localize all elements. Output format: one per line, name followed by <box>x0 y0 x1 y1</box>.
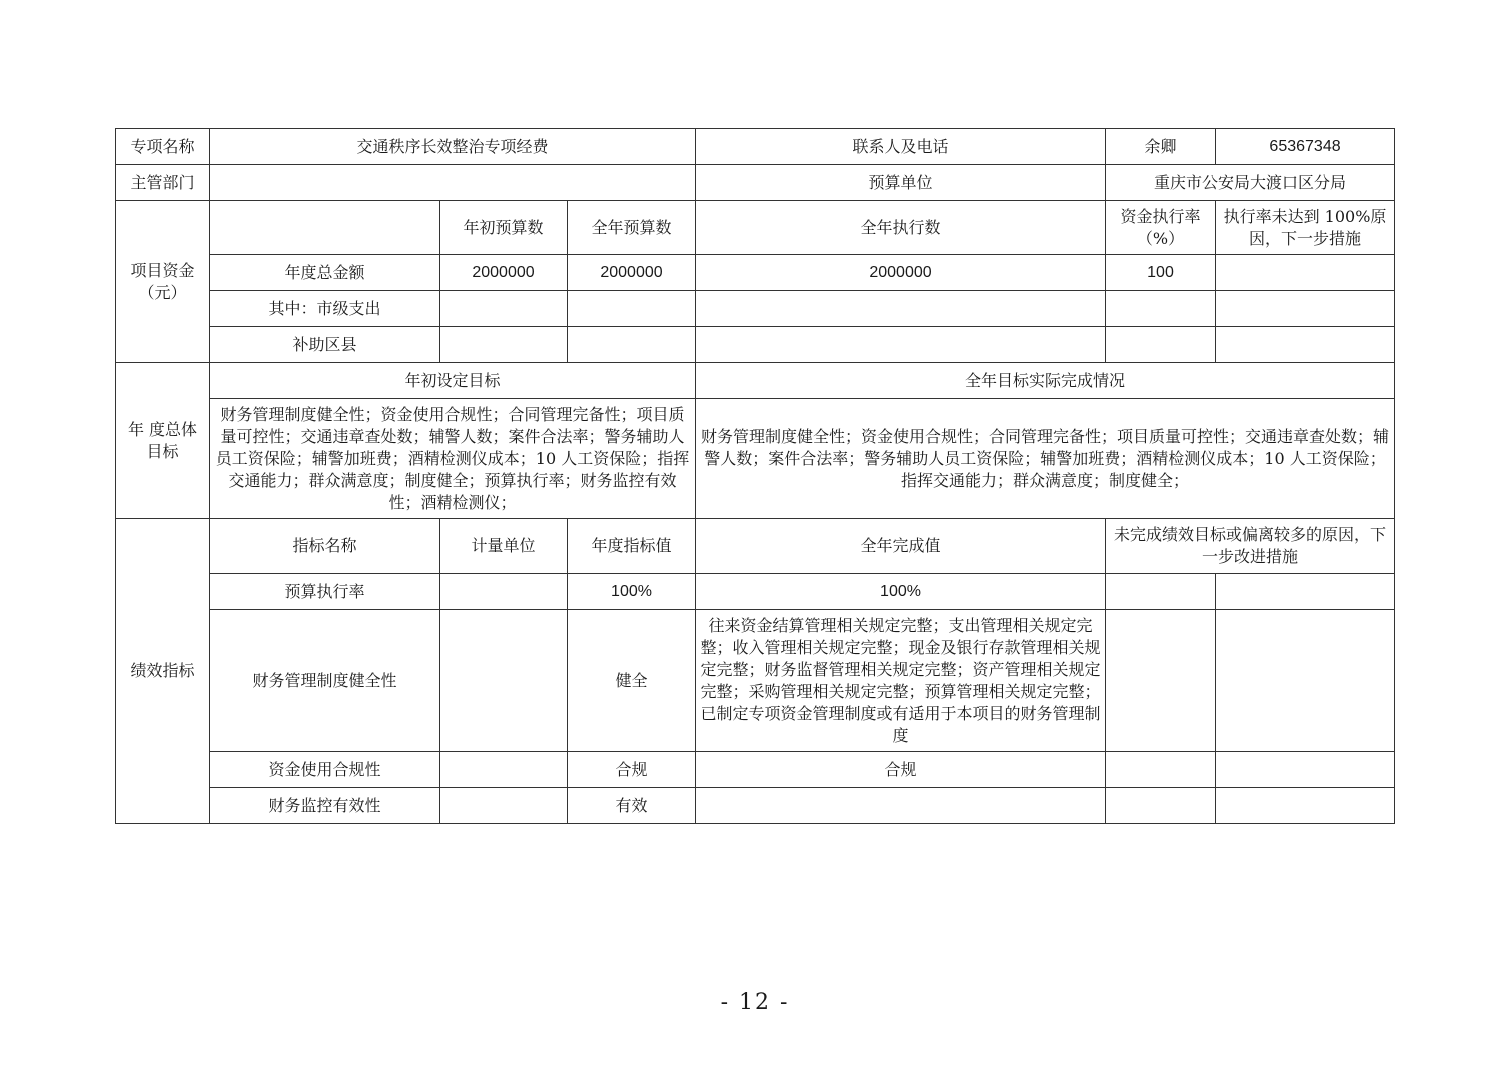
perf-row-reason-b <box>1216 752 1395 788</box>
perf-row-name: 资金使用合规性 <box>210 752 440 788</box>
perf-row-reason-a <box>1106 752 1216 788</box>
contact-name: 余卿 <box>1106 129 1216 165</box>
funds-row-executed <box>696 291 1106 327</box>
funds-row-annual: 2000000 <box>568 255 696 291</box>
perf-row <box>116 610 1395 752</box>
perf-row-actual: 100% <box>696 574 1106 610</box>
funds-row-reason <box>1216 327 1395 363</box>
perf-row-target: 有效 <box>568 788 696 824</box>
col-unit: 计量单位 <box>440 519 568 574</box>
perf-row-actual <box>696 788 1106 824</box>
row-department <box>116 165 1395 201</box>
perf-row-reason-a <box>1106 610 1216 752</box>
dept-label: 主管部门 <box>116 165 210 201</box>
funds-row <box>116 291 1395 327</box>
funds-row-label: 其中：市级支出 <box>210 291 440 327</box>
col-target: 年度指标值 <box>568 519 696 574</box>
row-project-name <box>116 129 1395 165</box>
perf-row-actual: 合规 <box>696 752 1106 788</box>
col-executed: 全年执行数 <box>696 201 1106 255</box>
perf-row-unit <box>440 610 568 752</box>
budget-unit-value: 重庆市公安局大渡口区分局 <box>1106 165 1395 201</box>
perf-header-row <box>116 519 1395 574</box>
col-deviation-reason: 未完成绩效目标或偏离较多的原因，下一步改进措施 <box>1106 519 1395 574</box>
dept-value <box>210 165 696 201</box>
funds-header-row <box>116 201 1395 255</box>
perf-row <box>116 752 1395 788</box>
perf-row <box>116 788 1395 824</box>
contact-label: 联系人及电话 <box>696 129 1106 165</box>
goals-header-row <box>116 363 1395 399</box>
funds-row-reason <box>1216 255 1395 291</box>
funds-row-executed: 2000000 <box>696 255 1106 291</box>
funds-row <box>116 255 1395 291</box>
goals-section-label: 年 度总体目标 <box>116 363 210 519</box>
perf-row-reason-b <box>1216 788 1395 824</box>
funds-row <box>116 327 1395 363</box>
perf-row-name: 财务管理制度健全性 <box>210 610 440 752</box>
col-exec-rate: 资金执行率（%） <box>1106 201 1216 255</box>
perf-row <box>116 574 1395 610</box>
col-initial-budget: 年初预算数 <box>440 201 568 255</box>
perf-row-unit <box>440 752 568 788</box>
perf-row-target: 合规 <box>568 752 696 788</box>
funds-header-blank <box>210 201 440 255</box>
perf-section-label: 绩效指标 <box>116 519 210 824</box>
funds-row-annual <box>568 291 696 327</box>
project-name-label: 专项名称 <box>116 129 210 165</box>
perf-row-reason-b <box>1216 574 1395 610</box>
funds-row-initial: 2000000 <box>440 255 568 291</box>
budget-unit-label: 预算单位 <box>696 165 1106 201</box>
funds-row-label: 年度总金额 <box>210 255 440 291</box>
goals-initial-text: 财务管理制度健全性；资金使用合规性；合同管理完备性；项目质量可控性；交通违章查处数；辅警人数；案件合法率；警务辅助人员工资保险；辅警加班费；酒精检测仪成本；10 人工资保险；指挥交通能力；群众满意度；制度健全；预算执行率；财务监控有效性；酒精检测仪； <box>210 399 696 519</box>
perf-row-target: 健全 <box>568 610 696 752</box>
perf-row-reason-a <box>1106 574 1216 610</box>
perf-row-name: 财务监控有效性 <box>210 788 440 824</box>
contact-phone: 65367348 <box>1216 129 1395 165</box>
perf-row-unit <box>440 574 568 610</box>
perf-row-unit <box>440 788 568 824</box>
funds-row-label: 补助区县 <box>210 327 440 363</box>
funds-row-initial <box>440 291 568 327</box>
goals-actual-text: 财务管理制度健全性；资金使用合规性；合同管理完备性；项目质量可控性；交通违章查处数；辅警人数；案件合法率；警务辅助人员工资保险；辅警加班费；酒精检测仪成本；10 人工资保险；指挥交通能力；群众满意度；制度健全； <box>696 399 1395 519</box>
performance-table <box>115 128 1395 824</box>
goals-initial-header: 年初设定目标 <box>210 363 696 399</box>
perf-row-actual: 往来资金结算管理相关规定完整；支出管理相关规定完整；收入管理相关规定完整；现金及银行存款管理相关规定完整；财务监督管理相关规定完整；资产管理相关规定完整；采购管理相关规定完整；预算管理相关规定完整；已制定专项资金管理制度或有适用于本项目的财务管理制度 <box>696 610 1106 752</box>
col-actual: 全年完成值 <box>696 519 1106 574</box>
perf-row-reason-b <box>1216 610 1395 752</box>
funds-row-reason <box>1216 291 1395 327</box>
funds-row-rate: 100 <box>1106 255 1216 291</box>
funds-row-annual <box>568 327 696 363</box>
funds-row-rate <box>1106 327 1216 363</box>
goals-content-row <box>116 399 1395 519</box>
goals-actual-header: 全年目标实际完成情况 <box>696 363 1395 399</box>
funds-row-rate <box>1106 291 1216 327</box>
col-annual-budget: 全年预算数 <box>568 201 696 255</box>
funds-row-initial <box>440 327 568 363</box>
funds-section-label: 项目资金（元） <box>116 201 210 363</box>
page-number: - 12 - <box>720 990 790 1015</box>
col-exec-reason: 执行率未达到 100%原因，下一步措施 <box>1216 201 1395 255</box>
funds-row-executed <box>696 327 1106 363</box>
perf-row-name: 预算执行率 <box>210 574 440 610</box>
project-name-value: 交通秩序长效整治专项经费 <box>210 129 696 165</box>
col-indicator-name: 指标名称 <box>210 519 440 574</box>
perf-row-target: 100% <box>568 574 696 610</box>
perf-row-reason-a <box>1106 788 1216 824</box>
